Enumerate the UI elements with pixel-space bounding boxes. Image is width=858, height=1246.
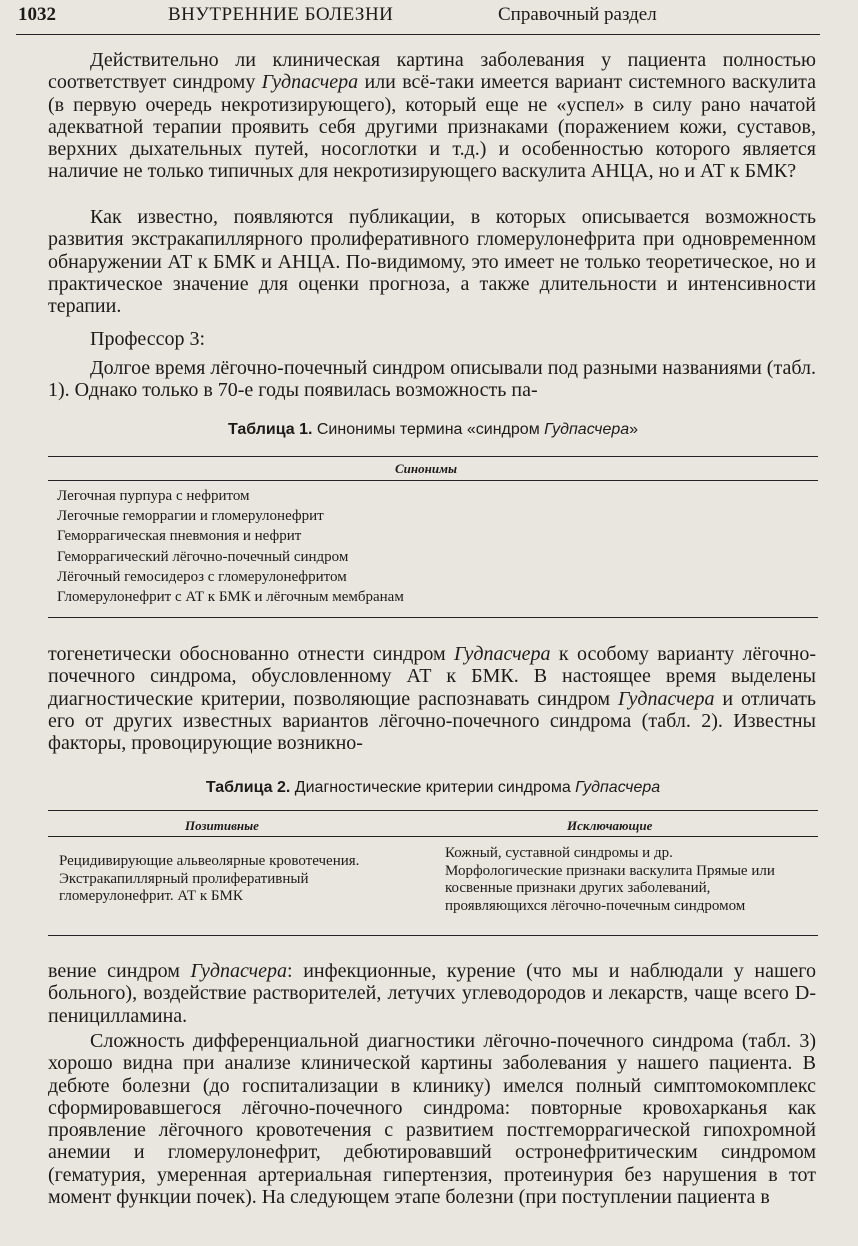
table-2-caption [48, 779, 818, 797]
paragraph-2: Как известно, появляются публикации, в которых описывается возможность развития экстракапиллярного пролиферативного гломерулонефрита при одновременном обнаружении АТ к БМК и АНЦА. По-видимому, это имеет не только теоретическое, но и практическое значение для оценки прогноза, а также длительности и интенсивности терапии. [48, 206, 816, 318]
table-2-exclusive-cell: Кожный, суставной синдромы и др. Морфологические признаки васкулита Прямые или косвенные признаки других заболеваний, проявляющихся лёгочно-почечным синдромом [445, 845, 775, 914]
table-1-bottom-rule [48, 617, 818, 618]
table-row: Геморрагический лёгочно-почечный синдром [57, 548, 349, 565]
table-2-label: Таблица 2. [205, 779, 291, 796]
paragraph-6: Сложность дифференциальной диагностики лёгочно-почечного синдрома (табл. 3) хорошо видна при анализе клинической картины заболевания у нашего пациента. В дебюте болезни (до госпитализации в клинику) имелся полный симптомокомплекс сформировавшегося лёгочно-почечного синдрома: повторные кровохарканья как проявление лёгочного кровотечения с развитием постгеморрагической гипохромной анемии и гломерулонефрит, дебютировавший остронефритическим синдромом (гематурия, умеренная артериальная гипертензия, протеинурия без нарушения в тот момент функции почек). На следующем этапе болезни (при поступлении пациента в [48, 1030, 816, 1209]
table-2-column-exclusive: Исключающие [567, 818, 653, 833]
table-1-top-rule [48, 456, 818, 457]
table-row: Гломерулонефрит с АТ к БМК и лёгочным мембранам [57, 589, 404, 606]
table-1-header-rule [48, 480, 818, 481]
subsection-title: Справочный раздел [498, 4, 657, 25]
paragraph-3: Долгое время лёгочно-почечный синдром описывали под разными названиями (табл. 1). Однако только в 70-е годы появилась возможность па- [48, 357, 816, 402]
table-row: Геморрагическая пневмония и нефрит [57, 528, 302, 545]
table-1-caption [48, 421, 818, 439]
table-1-column-header: Синонимы [395, 461, 457, 476]
running-header [18, 4, 798, 34]
table-2-top-rule [48, 810, 818, 811]
section-title: ВНУТРЕННИЕ БОЛЕЗНИ [168, 4, 394, 25]
table-1-label: Таблица 1. [227, 421, 313, 438]
page-number: 1032 [18, 4, 56, 25]
table-2-title: Диагностические критерии синдрома Гудпасчера [294, 779, 661, 796]
table-2-positive-cell: Рецидивирующие альвеолярные кровотечения. Экстракапиллярный пролиферативный гломерулонефрит. АТ к БМК [59, 853, 360, 904]
paragraph-5: вение синдром Гудпасчера: инфекционные, курение (что мы и наблюдали у нашего больного), воздействие растворителей, летучих углеводородов и лекарств, чаще всего D-пеницилламина. [48, 960, 816, 1027]
paragraph-4: тогенетически обоснованно отнести синдром Гудпасчера к особому варианту лёгочно-почечного синдрома, обусловленному АТ к БМК. В настоящее время выделены диагностические критерии, позволяющие распознавать синдром Гудпасчера и отличать его от других известных вариантов лёгочно-почечного синдрома (табл. 2). Известны факторы, провоцирующие возникно- [48, 643, 816, 755]
table-row: Легочные геморрагии и гломерулонефрит [57, 508, 324, 525]
table-2-header-rule [48, 836, 818, 837]
paragraph-1: Действительно ли клиническая картина заболевания у пациента полностью соответствует синдрому Гудпасчера или всё-таки имеется вариант системного васкулита (в первую очередь некротизирующего), который еще не «успел» в силу рано начатой адекватной терапии проявить себя другими признаками (поражением кожи, суставов, верхних дыхательных путей, носоглотки и т.д.) и особенностью которого является наличие не только типичных для некротизирующего васкулита АНЦА, но и АТ к БМК? [48, 49, 816, 183]
speaker-label: Профессор 3: [90, 328, 206, 350]
table-1-rows [57, 486, 404, 607]
table-1-title: Синонимы термина «синдром Гудпасчера» [316, 421, 639, 438]
table-row: Лёгочный гемосидероз с гломерулонефритом [57, 568, 347, 585]
table-row: Легочная пурпура с нефритом [57, 488, 250, 504]
table-2-column-positive: Позитивные [185, 818, 259, 833]
header-rule [16, 34, 820, 35]
table-2-bottom-rule [48, 935, 818, 936]
